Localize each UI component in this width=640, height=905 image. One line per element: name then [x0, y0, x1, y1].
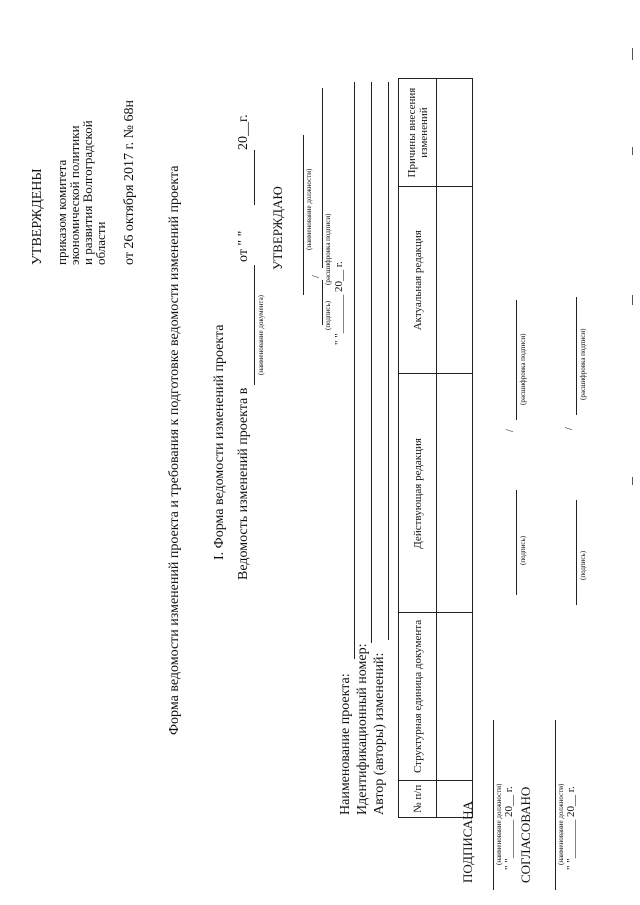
- authors-line: [388, 82, 389, 640]
- document-name-caption: (наименование документа): [257, 294, 265, 375]
- changes-table: [398, 78, 473, 818]
- col-number: № п/п: [399, 780, 437, 817]
- table-header-row: [399, 79, 437, 818]
- signed-position-caption: (наименование должности): [495, 783, 503, 865]
- order-line: области: [93, 221, 108, 265]
- approve-signature-caption: (подпись): [324, 300, 332, 330]
- approve-decoding-caption: (расшифровка подписи): [324, 213, 332, 285]
- agreed-decoding-caption: (расшифровка подписи): [579, 328, 587, 400]
- signed-decoding-caption: (расшифровка подписи): [519, 333, 527, 405]
- order-line: экономической политики: [67, 125, 82, 265]
- approve-heading: УТВЕРЖДАЮ: [270, 186, 285, 270]
- agreed-decoding-line: [576, 297, 577, 415]
- approve-signature-line: [322, 280, 323, 325]
- signed-decoding-line: [516, 300, 517, 420]
- statement-year: 20__г.: [236, 114, 251, 150]
- identification-line: [371, 82, 372, 643]
- table-cell: [437, 79, 473, 187]
- order-line: и развития Волгоградской: [80, 120, 95, 265]
- agreed-position-caption: (наименование должности): [557, 783, 565, 865]
- statement-date: от " ": [236, 230, 251, 262]
- signed-signature-line: [516, 490, 517, 595]
- col-reasons: Причины внесения изменений: [399, 79, 437, 187]
- signed-slash: /: [505, 429, 516, 432]
- approve-slash: /: [311, 275, 322, 278]
- field-project-name: Наименование проекта:: [338, 673, 353, 815]
- col-structural-unit: Структурная единица документа: [399, 613, 437, 780]
- project-name-line: [354, 82, 355, 659]
- field-authors: Автор (авторы) изменений:: [372, 652, 387, 815]
- agreed-heading: СОГЛАСОВАНО: [518, 786, 533, 883]
- agreed-date: " "_______ 20__ г.: [565, 786, 577, 870]
- table-cell: [437, 613, 473, 780]
- approve-decoding-line: [322, 88, 323, 268]
- signed-signature-caption: (подпись): [519, 535, 527, 565]
- field-identification: Идентификационный номер:: [355, 643, 370, 815]
- approve-position-caption: (наименование должности): [305, 168, 313, 250]
- approve-position-line: [303, 135, 304, 295]
- signed-position-line: [493, 720, 494, 890]
- approved-heading: УТВЕРЖДЕНЫ: [30, 168, 45, 265]
- agreed-position-line: [555, 720, 556, 890]
- col-current-version: Действующая редакция: [399, 374, 437, 613]
- table-cell: [437, 374, 473, 613]
- scan-mark: [632, 48, 633, 60]
- order-reference: [55, 120, 107, 265]
- scan-mark: [632, 477, 633, 485]
- order-line: приказом комитета: [54, 159, 69, 265]
- table-cell: [437, 187, 473, 374]
- agreed-slash: /: [564, 427, 575, 430]
- statement-prefix: Ведомость изменений проекта в: [236, 387, 251, 580]
- page-title: Форма ведомости изменений проекта и требования к подготовке ведомости изменений проекта: [167, 165, 182, 735]
- document-name-line: [254, 265, 255, 385]
- table-row: [437, 79, 473, 818]
- scan-mark: [632, 295, 633, 305]
- agreed-signature-line: [576, 500, 577, 605]
- scan-mark: [632, 147, 633, 155]
- month-line: [254, 150, 255, 205]
- agreed-signature-caption: (подпись): [579, 550, 587, 580]
- order-date: от 26 октября 2017 г. № 68н: [122, 100, 137, 265]
- signed-heading: ПОДПИСАНА: [460, 801, 475, 883]
- section-title: I. Форма ведомости изменений проекта: [212, 324, 227, 560]
- signed-date: " "_______ 20__ г.: [503, 786, 515, 870]
- col-actual-version: Актуальная редакция: [399, 187, 437, 374]
- approve-date: " "_______ 20__ г.: [333, 261, 345, 345]
